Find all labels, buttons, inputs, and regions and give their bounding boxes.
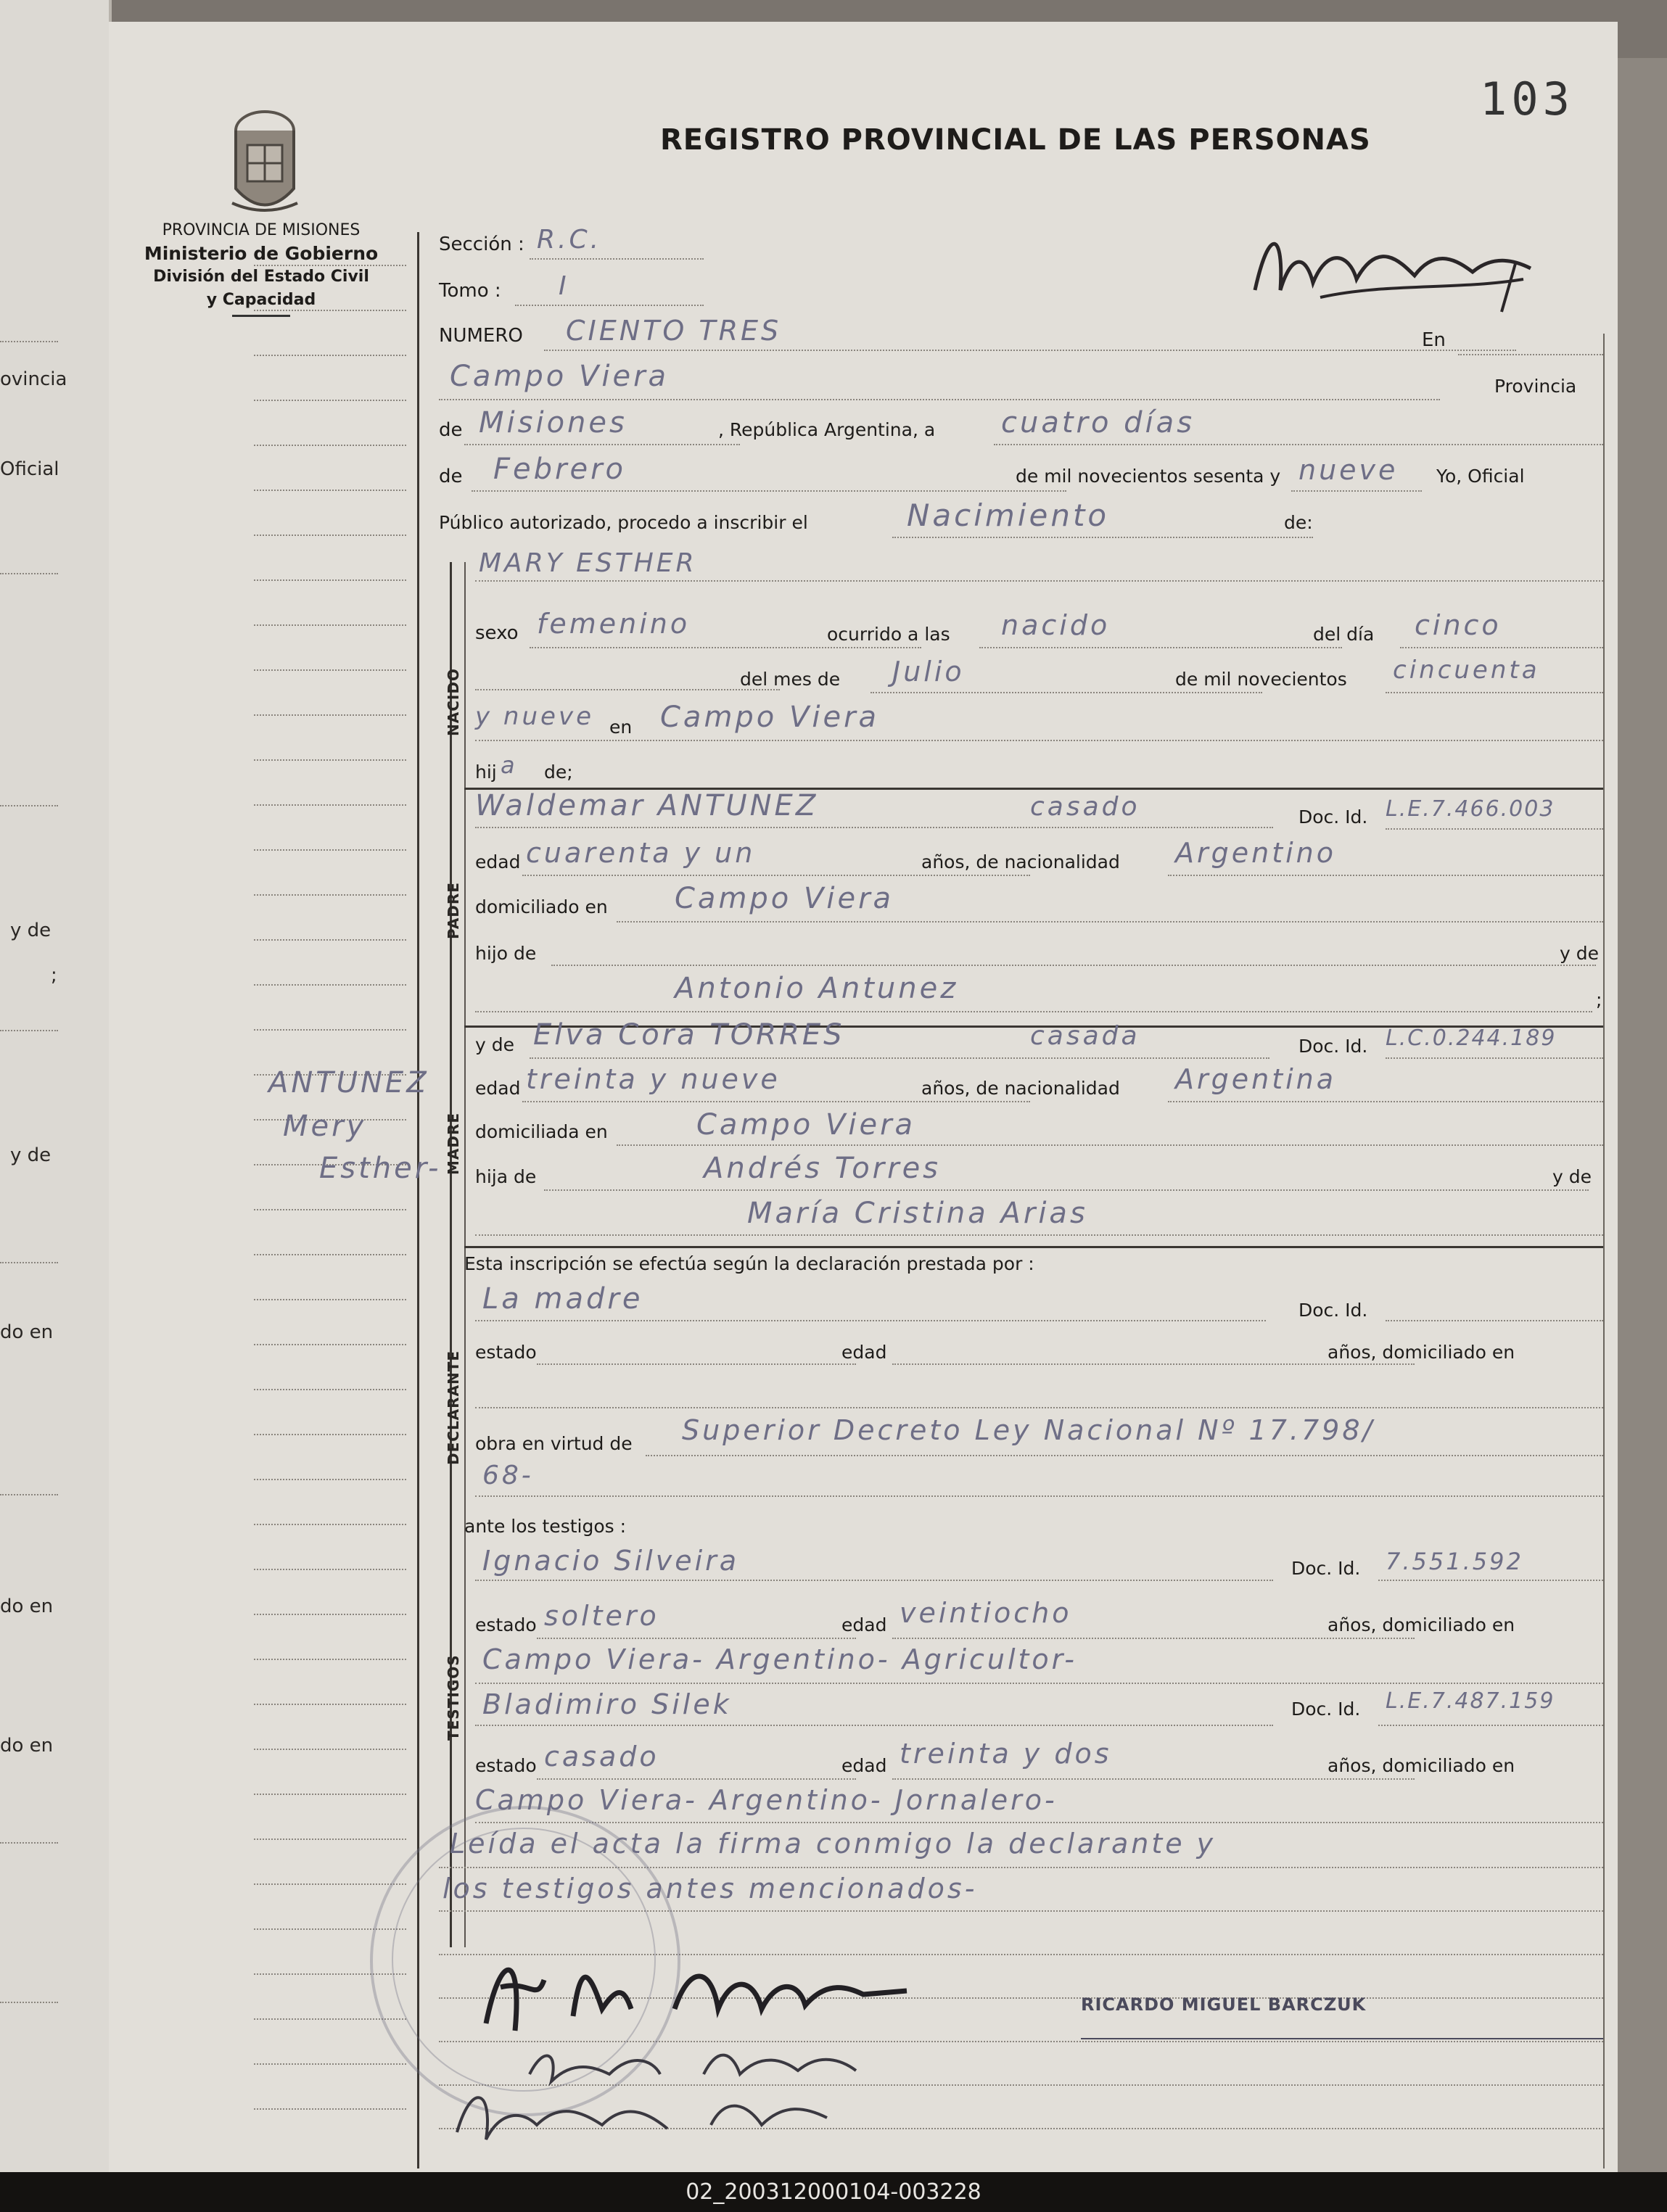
issuing-office: [131, 219, 392, 317]
testigo1-doc-label: Doc. Id.: [1291, 1558, 1361, 1579]
padre-dom-label: domiciliado en: [475, 896, 608, 917]
publico-label: Público autorizado, procedo a inscribir el: [439, 512, 808, 533]
birth-certificate-page: [109, 22, 1618, 2172]
tomo-value: I: [559, 271, 569, 301]
padre-doc-value: L.E.7.466.003: [1386, 796, 1555, 822]
facing-page-text: do en: [0, 1596, 54, 1617]
margin-ruled-line: [254, 1883, 406, 1885]
padre-semicolon: ;: [1596, 989, 1602, 1010]
margin-ruled-line: [254, 1029, 406, 1031]
declarante-edad-label: edad: [841, 1342, 887, 1363]
margin-note-name: Mery: [283, 1110, 367, 1143]
tomo-label: Tomo :: [439, 280, 501, 302]
facing-page-text: y de: [10, 920, 52, 941]
cierre-line-1: Leída el acta la firma conmigo la declarante y: [450, 1828, 1217, 1860]
testigo1-edad: veintiocho: [900, 1597, 1072, 1629]
anio-value: nueve: [1298, 454, 1399, 486]
margin-ruled-line: [254, 1838, 406, 1840]
section-label-testigos: TESTIGOS: [445, 1654, 462, 1741]
testigo1-estado: soltero: [544, 1600, 659, 1632]
hora-label: ocurrido a las: [827, 624, 950, 645]
padre-nombre: Waldemar ANTUNEZ: [475, 789, 819, 822]
margin-ruled-line: [254, 894, 406, 896]
margin-ruled-line: [254, 355, 406, 356]
anio-nac-label: de mil novecientos: [1175, 669, 1347, 690]
oficial-label: Yo, Oficial: [1436, 466, 1525, 487]
sexo-label: sexo: [475, 622, 519, 644]
facing-page-text: Oficial: [0, 458, 59, 480]
testigo2-doc: L.E.7.487.159: [1386, 1688, 1555, 1714]
seccion-value: R.C.: [537, 225, 602, 255]
margin-ruled-line: [254, 310, 406, 311]
margin-ruled-line: [254, 1794, 406, 1795]
padre-edad-value: cuarenta y un: [526, 837, 756, 869]
witness-2-signature: [435, 2074, 943, 2154]
testigo2-doc-label: Doc. Id.: [1291, 1699, 1361, 1720]
madre-yde2-label: y de: [1552, 1166, 1592, 1187]
madre-estado: casada: [1030, 1021, 1140, 1051]
margin-note-name-2: Esther-: [319, 1152, 442, 1185]
margin-ruled-line: [254, 445, 406, 446]
document-title: REGISTRO PROVINCIAL DE LAS PERSONAS: [660, 123, 1371, 157]
margin-ruled-line: [254, 984, 406, 986]
en-nac-label: en: [609, 717, 633, 738]
declarante-obra-label: obra en virtud de: [475, 1433, 633, 1454]
anio-nac-value-2: y nueve: [475, 702, 594, 731]
padre-yde-label: y de: [1560, 943, 1599, 964]
padre-nac-label: años, de nacionalidad: [921, 851, 1120, 872]
section-label-padre: PADRE: [445, 882, 462, 939]
section-label-declarante: DECLARANTE: [445, 1350, 462, 1465]
margin-ruled-line: [254, 939, 406, 941]
seccion-label: Sección :: [439, 234, 524, 255]
padre-estado: casado: [1030, 792, 1140, 822]
margin-ruled-line: [254, 849, 406, 851]
facing-page-text: y de: [10, 1144, 52, 1166]
de-label-2: de: [439, 466, 463, 487]
margin-ruled-line: [254, 1659, 406, 1660]
madre-padre-value: Andrés Torres: [704, 1152, 942, 1185]
margin-ruled-line: [254, 1344, 406, 1345]
dia-label: del día: [1313, 624, 1375, 645]
margin-ruled-line: [254, 579, 406, 581]
facing-page-text: ;: [51, 965, 57, 986]
margin-ruled-line: [254, 535, 406, 536]
testigo1-nombre: Ignacio Silveira: [482, 1545, 740, 1577]
de-label: de: [439, 419, 463, 441]
page-edge: [1618, 58, 1667, 2172]
org-division: División del Estado Civil: [153, 268, 369, 286]
testigo1-edad-label: edad: [841, 1614, 887, 1635]
acto-value: Nacimiento: [907, 498, 1110, 533]
madre-nac-label: años, de nacionalidad: [921, 1078, 1120, 1099]
margin-ruled-line: [254, 1254, 406, 1255]
margin-ruled-line: [254, 2063, 406, 2065]
margin-ruled-line: [254, 1749, 406, 1750]
margin-ruled-line: [254, 624, 406, 626]
coat-of-arms-icon: [221, 102, 308, 225]
margin-ruled-line: [254, 2108, 406, 2110]
dia-value: cinco: [1415, 609, 1502, 641]
madre-edad-label: edad: [475, 1078, 521, 1099]
numero-label: NUMERO: [439, 325, 523, 347]
declarante-doc-label: Doc. Id.: [1298, 1300, 1368, 1321]
padre-hijo-label: hijo de: [475, 943, 537, 964]
margin-ruled-line: [254, 1209, 406, 1210]
scan-identifier: 02_200312000104-003228: [0, 2172, 1667, 2212]
testigo1-anios-label: años, domiciliado en: [1328, 1614, 1515, 1635]
hijo-de-label: de;: [544, 762, 573, 783]
hijo-label: hij: [475, 762, 497, 783]
margin-ruled-line: [254, 1389, 406, 1390]
republica-label: , República Argentina, a: [718, 419, 936, 440]
margin-ruled-line: [254, 804, 406, 806]
right-rule: [1603, 334, 1605, 2168]
madre-madre-value: María Cristina Arias: [747, 1197, 1088, 1230]
section-divider: [464, 1246, 1603, 1248]
margin-ruled-line: [254, 1704, 406, 1705]
anio-nac-value: cincuenta: [1393, 656, 1540, 685]
mes-value: Julio: [892, 656, 965, 688]
official-name-stamp: RICARDO MIGUEL BARCZUK: [1081, 1994, 1367, 2015]
margin-ruled-line: [254, 400, 406, 401]
testigo2-edad: treinta y dos: [900, 1738, 1112, 1770]
hijo-value: a: [501, 751, 518, 779]
padre-dom-value: Campo Viera: [675, 882, 894, 915]
nac-lugar-value: Campo Viera: [660, 701, 880, 734]
testigo2-nombre: Bladimiro Silek: [482, 1688, 732, 1720]
section-label-nacido: NACIDO: [445, 668, 462, 736]
en-label: En: [1422, 329, 1446, 351]
mes-value: Febrero: [493, 453, 626, 486]
testigo2-edad-label: edad: [841, 1755, 887, 1776]
sexo-value: femenino: [537, 608, 691, 640]
nacido-nombre: MARY ESTHER: [479, 548, 697, 578]
facing-page-text: ovincia: [0, 368, 67, 390]
org-province: PROVINCIA DE MISIONES: [162, 221, 361, 239]
dia-value: cuatro días: [1001, 406, 1195, 439]
lugar-value: Campo Viera: [450, 360, 670, 393]
padre-nac-value: Argentino: [1175, 837, 1336, 869]
hora-value: nacido: [1001, 609, 1111, 641]
org-division-2: y Capacidad: [206, 291, 316, 309]
declarante-estado-label: estado: [475, 1342, 537, 1363]
mes-label: del mes de: [740, 669, 841, 690]
margin-ruled-line: [254, 490, 406, 491]
provincia-value: Misiones: [479, 406, 627, 439]
margin-ruled-line: [254, 1569, 406, 1570]
testigo1-doc: 7.551.592: [1386, 1548, 1523, 1575]
madre-nombre: Elva Cora TORRES: [533, 1018, 845, 1052]
madre-hija-label: hija de: [475, 1166, 537, 1187]
madre-yde-label: y de: [475, 1034, 514, 1055]
declarante-intro: Esta inscripción se efectúa según la declaración prestada por :: [464, 1253, 1034, 1274]
testigo2-anios-label: años, domiciliado en: [1328, 1755, 1515, 1776]
declarante-obra-value: Superior Decreto Ley Nacional Nº 17.798/: [682, 1414, 1375, 1446]
page-number: 103: [1480, 73, 1574, 125]
facing-page-text: do en: [0, 1735, 54, 1757]
declarante-anios-label: años, domiciliado en: [1328, 1342, 1515, 1363]
testigo1-dom: Campo Viera- Argentino- Agricultor-: [482, 1643, 1077, 1675]
madre-dom-label: domiciliada en: [475, 1121, 608, 1142]
margin-ruled-line: [254, 1524, 406, 1525]
madre-nac-value: Argentina: [1175, 1063, 1337, 1095]
facing-page-text: do en: [0, 1321, 54, 1343]
numero-value: CIENTO TRES: [566, 315, 782, 347]
declarante-nombre: La madre: [482, 1282, 643, 1316]
testigo1-estado-label: estado: [475, 1614, 537, 1635]
registrar-signature: [1240, 210, 1545, 319]
padre-edad-label: edad: [475, 851, 521, 872]
de-colon: de:: [1284, 512, 1313, 533]
section-label-madre: MADRE: [445, 1112, 462, 1175]
testigos-intro: ante los testigos :: [464, 1516, 627, 1537]
declarant-signature: [457, 1936, 936, 2045]
testigo2-estado: casado: [544, 1741, 659, 1773]
margin-ruled-line: [254, 1479, 406, 1480]
madre-dom-value: Campo Viera: [696, 1108, 916, 1142]
margin-ruled-line: [254, 669, 406, 671]
cierre-line-2: los testigos antes mencionados-: [443, 1873, 978, 1904]
testigo2-estado-label: estado: [475, 1755, 537, 1776]
margin-ruled-line: [254, 1299, 406, 1300]
madre-doc-label: Doc. Id.: [1298, 1036, 1368, 1057]
facing-page: [0, 0, 112, 2172]
anio-label: de mil novecientos sesenta y: [1016, 466, 1281, 487]
org-ministry: Ministerio de Gobierno: [144, 243, 379, 264]
provincia-label: Provincia: [1494, 376, 1577, 397]
testigo2-dom: Campo Viera- Argentino- Jornalero-: [475, 1784, 1058, 1816]
madre-doc-value: L.C.0.244.189: [1386, 1025, 1557, 1051]
margin-ruled-line: [254, 759, 406, 761]
madre-edad-value: treinta y nueve: [526, 1063, 781, 1095]
margin-ruled-line: [254, 265, 406, 266]
padre-padres-value: Antonio Antunez: [675, 972, 959, 1005]
declarante-obra-value-2: 68-: [482, 1461, 534, 1490]
margin-ruled-line: [254, 1434, 406, 1435]
margin-ruled-line: [254, 714, 406, 716]
padre-doc-label: Doc. Id.: [1298, 806, 1368, 828]
margin-ruled-line: [254, 1614, 406, 1615]
margin-note-surname: ANTUNEZ: [268, 1066, 429, 1099]
official-stamp-line: [1081, 2038, 1603, 2039]
